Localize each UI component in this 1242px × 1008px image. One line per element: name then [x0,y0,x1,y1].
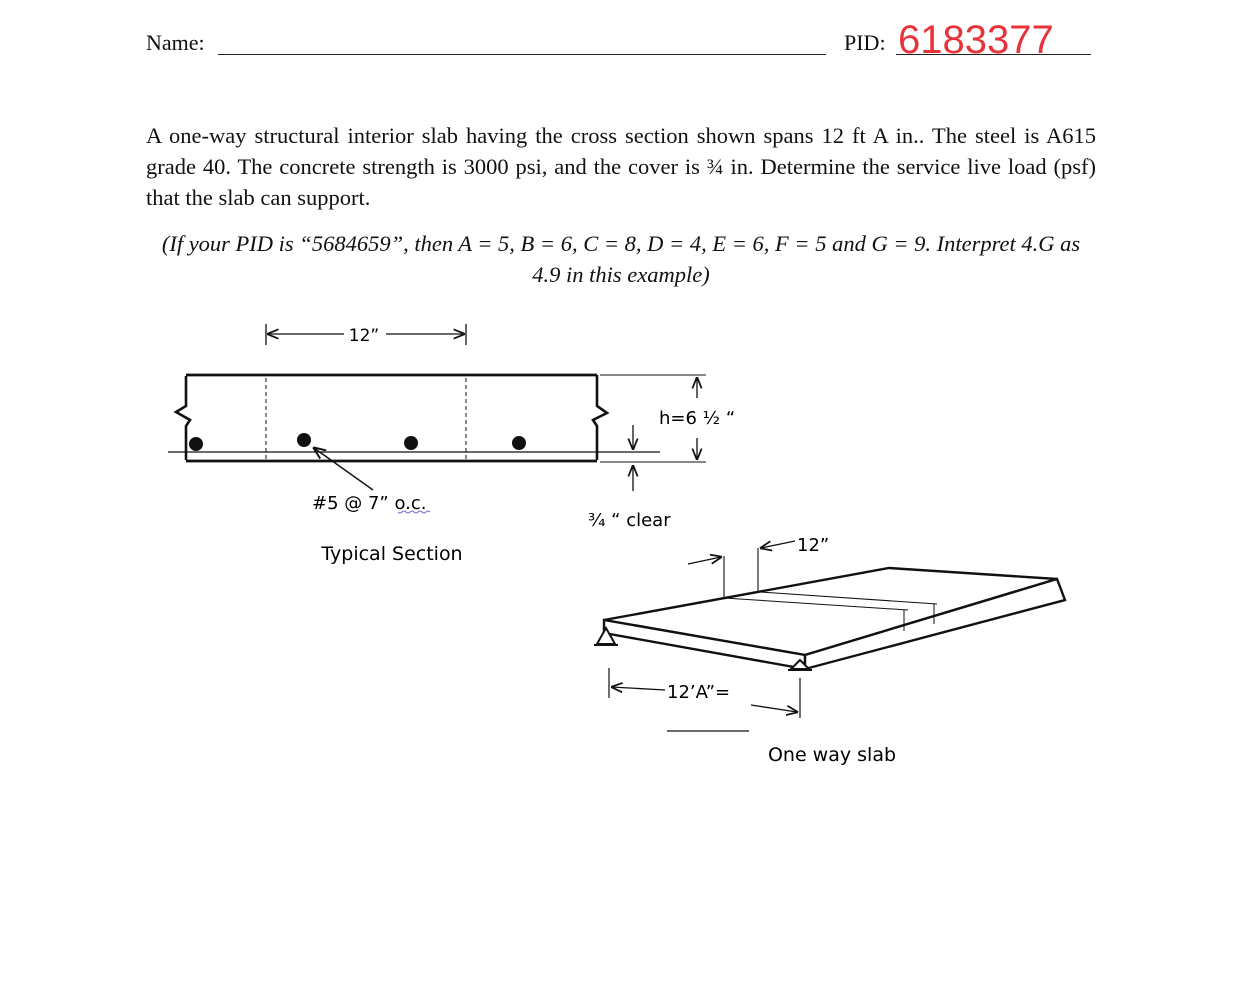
rebar-label: #5 @ 7” o.c. [312,493,427,514]
one-way-slab-diagram [594,535,1065,766]
cover-label: ¾ “ clear [588,510,671,531]
rebar-4 [512,436,526,450]
typical-section-diagram [168,324,735,565]
strip-dim-arrow-in [688,557,721,564]
bar-spacing-dim: 12” [348,326,380,346]
thickness-label: h=6 ½ “ [659,408,736,429]
rebar-3 [404,436,418,450]
example-note: (If your PID is “5684659”, then A = 5, B = 6, C = 8, D = 4, E = 6, F = 5 and G = 9. Interpret 4.G as 4.9 in this example) [161,231,1081,287]
slab-break-right [593,375,607,460]
section-caption: Typical Section [321,543,463,565]
problem-statement: A one-way structural interior slab having the cross section shown spans 12 ft A in.. The steel is A615 grade 40. The concrete strength is 3000 psi, and the cover is ¾ in. Determine the service live load (psf) that the slab can support. [146,123,1096,210]
pid-label: PID: [844,30,886,55]
strip-dim-arrow-out [761,541,795,548]
slab-caption: One way slab [767,744,897,766]
span-arrow-right [751,705,797,712]
pid-value: 6183377 [898,18,1054,62]
rebar-2 [297,433,311,447]
rebar-1 [189,437,203,451]
span-dim: 12’A”= [667,682,731,703]
name-label: Name: [146,30,205,55]
rebar-leader-arrow [314,448,373,490]
span-arrow-left [612,687,665,690]
slab-break-left [176,376,190,460]
strip-width-dim: 12” [797,535,830,556]
